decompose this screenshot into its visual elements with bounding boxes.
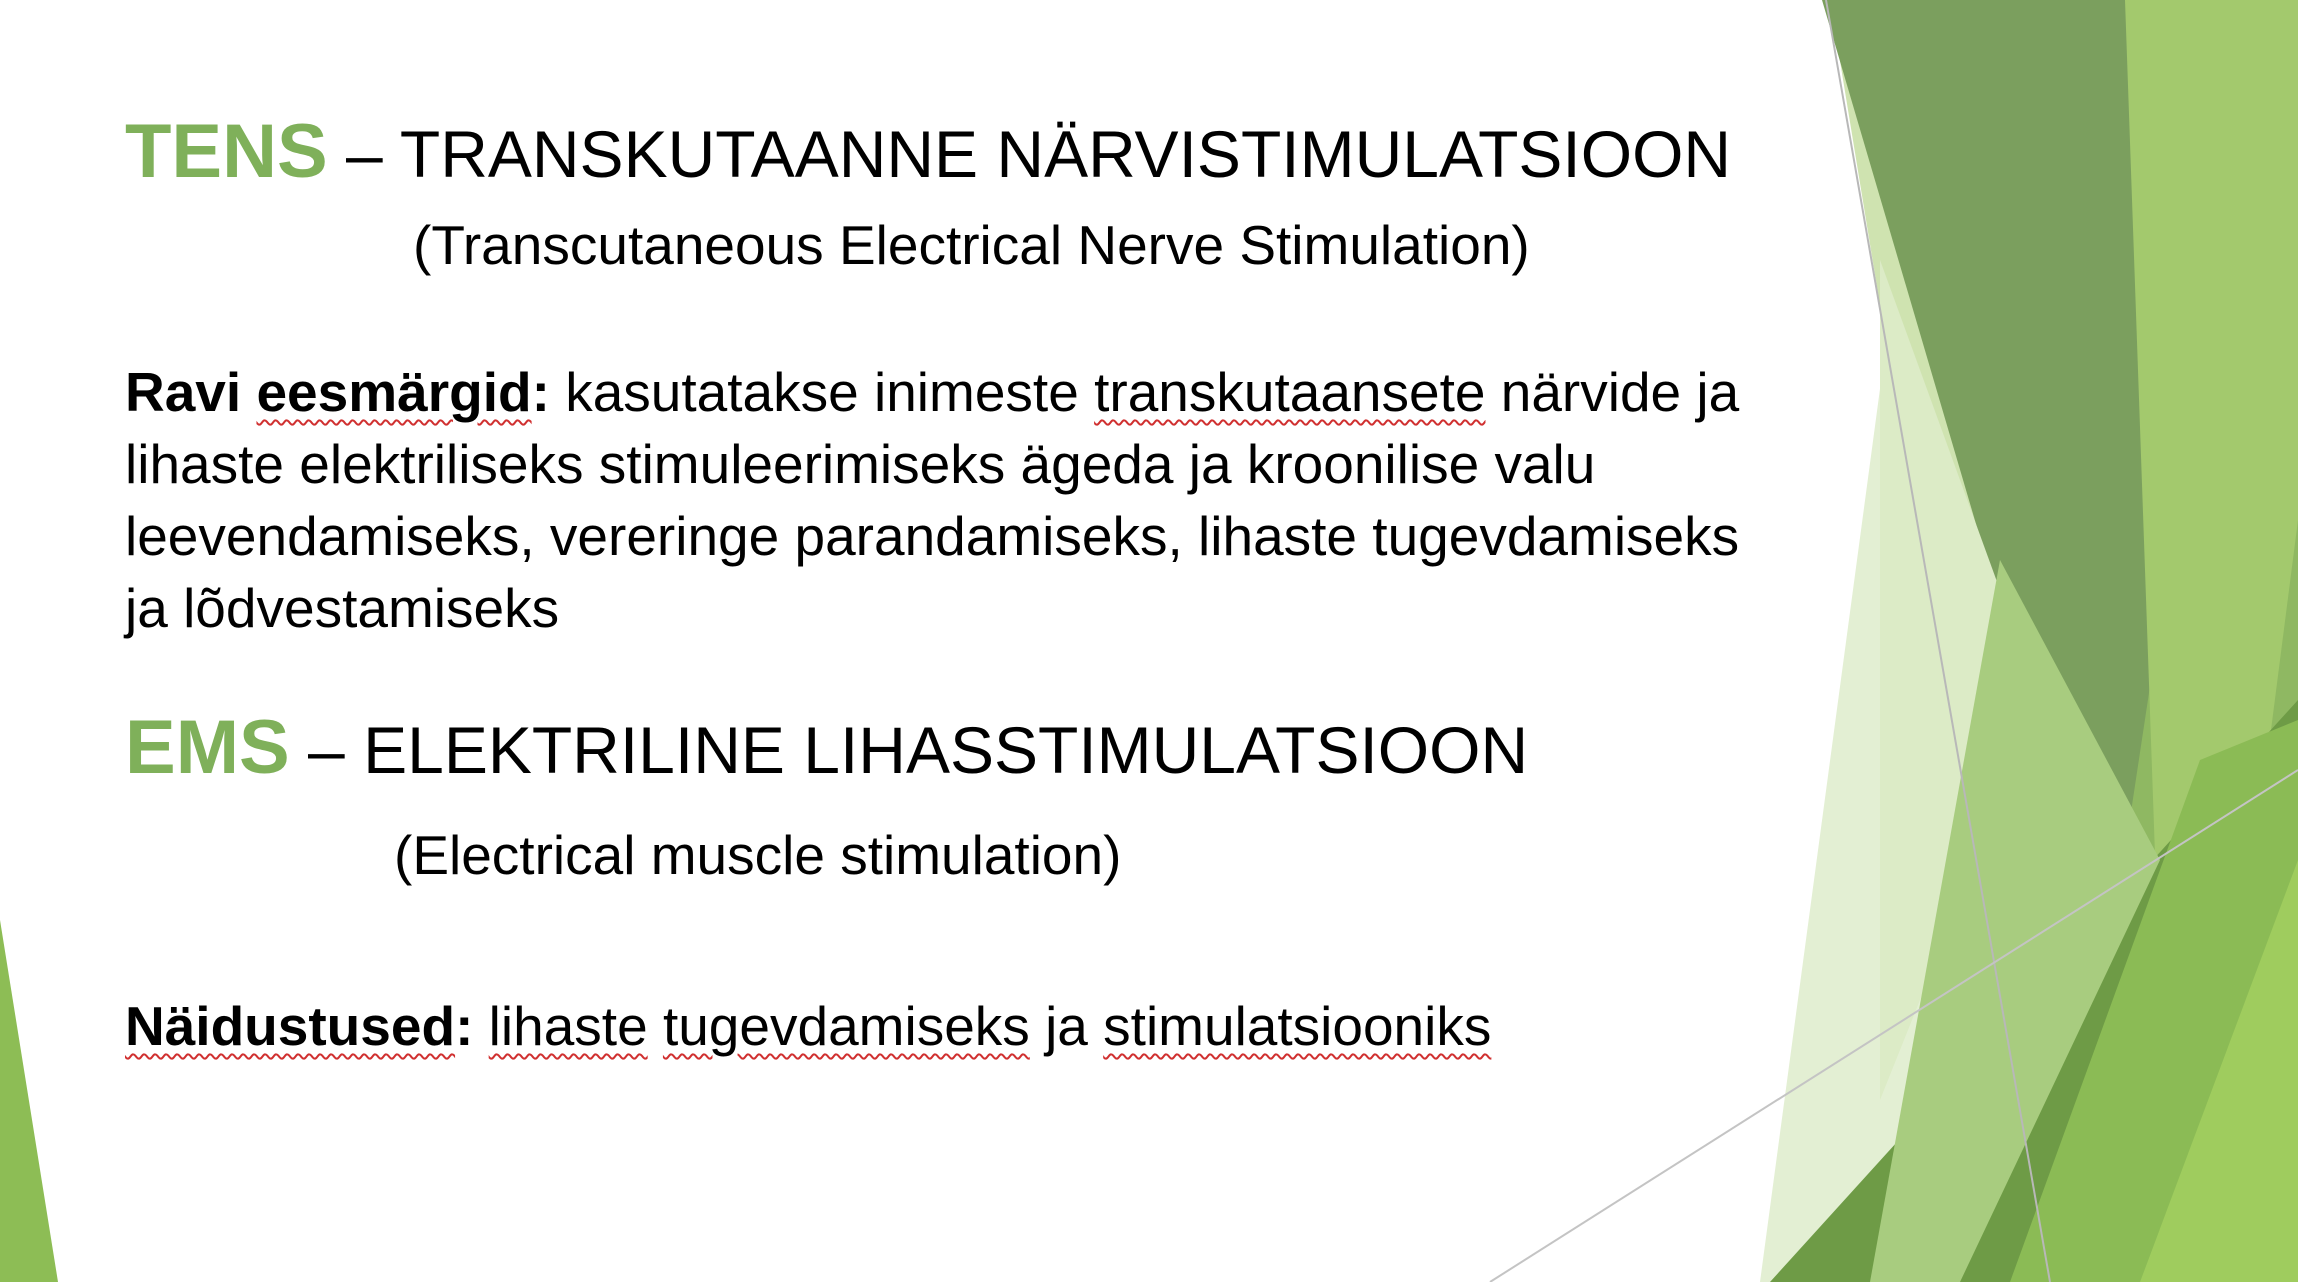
goals-text-b: transkutaansete: [1094, 361, 1486, 423]
goals-text-a: kasutatakse inimeste: [549, 361, 1095, 423]
goals-label-colon: :: [531, 361, 550, 423]
tens-dash: –: [327, 117, 400, 191]
goals-paragraph: [125, 356, 1739, 644]
ems-dash: –: [289, 713, 364, 787]
tens-heading: [125, 109, 1732, 194]
tens-title: TRANSKUTAANNE NÄRVISTIMULATSIOON: [399, 117, 1732, 191]
ems-heading: [125, 705, 1529, 790]
ems-acronym: EMS: [125, 705, 290, 790]
goals-line-4: ja lõdvestamiseks: [125, 577, 560, 639]
tens-subtitle: (Transcutaneous Electrical Nerve Stimulation): [413, 214, 1530, 276]
ems-subtitle: (Electrical muscle stimulation): [394, 824, 1122, 886]
indications-label: Näidustused: [125, 995, 456, 1057]
indications-word-2: tugevdamiseks: [662, 995, 1030, 1057]
goals-label-word-1: Ravi: [125, 361, 257, 423]
indications-colon: :: [455, 995, 474, 1057]
goals-text-c: närvide ja: [1485, 361, 1740, 423]
indications-line: [125, 990, 1491, 1062]
indications-word-3: ja: [1045, 995, 1088, 1057]
goals-label: [125, 361, 550, 423]
ems-title: ELEKTRILINE LIHASSTIMULATSIOON: [363, 713, 1529, 787]
tens-acronym: TENS: [125, 109, 328, 194]
goals-line-1: [125, 356, 1739, 428]
goals-label-word-2: eesmärgid: [256, 361, 532, 423]
indications-label-group: [125, 995, 473, 1057]
indications-word-1: lihaste: [488, 995, 648, 1057]
goals-line-2: lihaste elektriliseks stimuleerimiseks ägeda ja kroonilise valu: [125, 433, 1596, 495]
indications-word-4: stimulatsiooniks: [1103, 995, 1492, 1057]
goals-line-3: leevendamiseks, vereringe parandamiseks, lihaste tugevdamiseks: [125, 505, 1740, 567]
